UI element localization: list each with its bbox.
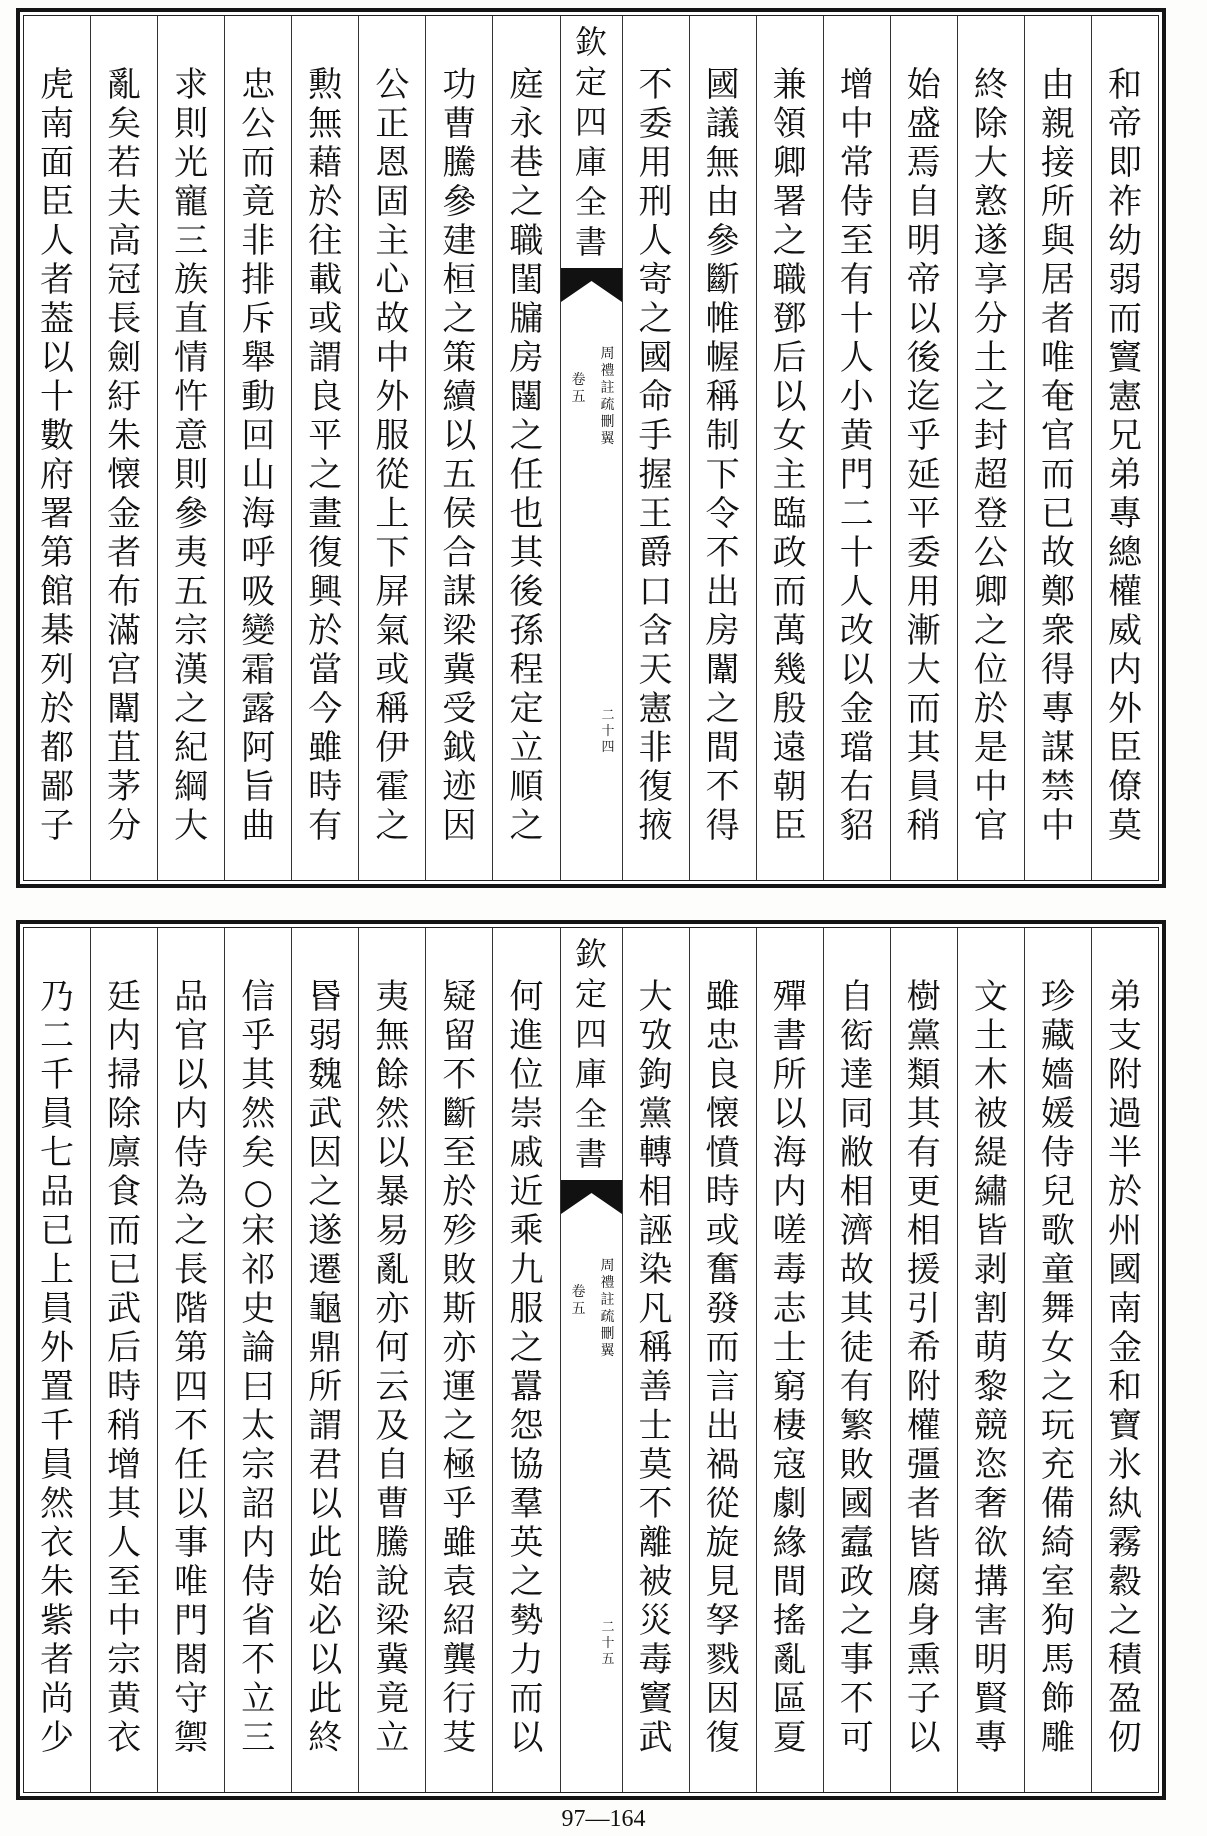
column-text: 求則光寵三族直情忤意則參夷五宗漢之紀綱大	[174, 65, 209, 846]
leaf-number: 二十五	[601, 1620, 615, 1667]
column-text: 由親接所與居者唯奄官而已故鄭衆得專謀禁中	[1040, 65, 1075, 846]
column-text: 何進位崇戚近乘九服之囂怨協羣英之勢力而以	[509, 977, 544, 1758]
column-text: 功曹騰參建桓之策續以五侯合謀梁冀受鉞迹因	[442, 65, 477, 846]
column-text: 庭永巷之職閨牖房闥之任也其後孫程定立順之	[509, 65, 544, 846]
leaf-body	[23, 927, 1159, 1793]
column-text: 弟支附過半於州國南金和寶氷紈霧縠之積盈仞	[1107, 977, 1142, 1758]
column-text: 終除大憝遂享分土之封超登公卿之位於是中官	[973, 65, 1008, 846]
work-title: 周禮註疏刪翼	[600, 1258, 615, 1359]
column-text: 夷無餘然以暴易亂亦何云及自曹騰說梁冀竟立	[375, 977, 410, 1758]
text-column	[756, 928, 823, 1792]
text-column	[90, 928, 157, 1792]
text-column	[689, 16, 756, 880]
juan-number: 卷五	[571, 1284, 586, 1317]
text-column	[689, 928, 756, 1792]
column-text: 疑留不斷至於殄敗斯亦運之極乎雖袁紹龔行芟	[442, 977, 477, 1758]
text-column	[890, 928, 957, 1792]
column-text: 增中常侍至有十人小黄門二十人改以金璫右貂	[839, 65, 874, 846]
text-column	[823, 16, 890, 880]
column-text: 忠公而竟非排斥舉動回山海呼吸變霜露阿旨曲	[241, 65, 276, 846]
column-text: 和帝即祚幼弱而竇憲兄弟專總權威内外臣僚莫	[1107, 65, 1142, 846]
text-column	[425, 16, 492, 880]
text-column	[492, 16, 559, 880]
text-column	[157, 928, 224, 1792]
column-text: 雖忠良懐憤時或奮發而言出禍從旋見孥戮因復	[705, 977, 740, 1758]
fishtail-mark	[561, 1180, 622, 1214]
leaf-body	[23, 15, 1159, 881]
column-text: 公正恩固主心故中外服從上下屏氣或稱伊霍之	[375, 65, 410, 846]
column-text: 虎南面臣人者葢以十數府署第館棊列於都鄙子	[40, 65, 75, 846]
column-text: 大攷鉤黨轉相誣染凡稱善士莫不離被災毒竇武	[638, 977, 673, 1758]
work-title: 周禮註疏刪翼	[600, 346, 615, 447]
column-text: 品官以内侍為之長階第四不任以事唯門閤守禦	[174, 977, 209, 1758]
text-column	[157, 16, 224, 880]
juan-number: 卷五	[571, 372, 586, 405]
center-strip	[560, 928, 622, 1792]
text-column	[492, 928, 559, 1792]
center-strip	[560, 16, 622, 880]
text-column	[890, 16, 957, 880]
column-text: 珍藏嬙媛侍兒歌童舞女之玩充備綺室狗馬飾雕	[1040, 977, 1075, 1758]
text-column	[90, 16, 157, 880]
text-column	[291, 16, 358, 880]
text-column	[1091, 16, 1158, 880]
text-column	[358, 16, 425, 880]
text-column	[756, 16, 823, 880]
column-text: 勲無藉於往載或謂良平之畫復興於當今雖時有	[308, 65, 343, 846]
text-column	[957, 928, 1024, 1792]
column-text: 國議無由參斷帷幄稱制下令不出房闈之間不得	[705, 65, 740, 846]
text-column	[24, 16, 90, 880]
text-column	[224, 928, 291, 1792]
column-text: 始盛焉自明帝以後迄乎延平委用漸大而其員稍	[906, 65, 941, 846]
upper-leaf	[16, 8, 1166, 888]
text-column	[24, 928, 90, 1792]
text-column	[622, 928, 689, 1792]
text-column	[1091, 928, 1158, 1792]
text-column	[1024, 16, 1091, 880]
column-text: 廷内掃除廪食而已武后時稍增其人至中宗黄衣	[107, 977, 142, 1758]
lower-leaf	[16, 920, 1166, 1800]
column-text: 樹黨類其有更相援引希附權彊者皆腐身熏子以	[906, 977, 941, 1758]
leaf-number: 二十四	[601, 708, 615, 755]
book-title: 欽定四庫全書	[575, 23, 608, 261]
column-text: 兼領卿署之職鄧后以女主臨政而萬幾殷遠朝臣	[772, 65, 807, 846]
column-text: 自衒達同敝相濟故其徒有繁敗國蠧政之事不可	[839, 977, 874, 1758]
text-column	[957, 16, 1024, 880]
text-column	[1024, 928, 1091, 1792]
text-column	[358, 928, 425, 1792]
text-column	[622, 16, 689, 880]
column-text: 不委用刑人寄之國命手握王爵口含天憲非復掖	[638, 65, 673, 846]
column-text: 文土木被緹繡皆剥割萌黎競恣奢欲搆害明賢專	[973, 977, 1008, 1758]
column-text: 亂矣若夫高冠長劍紆朱懐金者布滿宫闈苴茅分	[107, 65, 142, 846]
text-column	[224, 16, 291, 880]
page-number: 97—164	[561, 1806, 646, 1832]
fishtail-mark	[561, 268, 622, 302]
column-text: 信乎其然矣○宋祁史論曰太宗詔内侍省不立三	[241, 977, 276, 1758]
book-title: 欽定四庫全書	[575, 935, 608, 1173]
text-column	[823, 928, 890, 1792]
text-column	[291, 928, 358, 1792]
text-column	[425, 928, 492, 1792]
column-text: 昬弱魏武因之遂遷龜鼎所謂君以此始必以此終	[308, 977, 343, 1758]
column-text: 乃二千員七品已上員外置千員然衣朱紫者尚少	[40, 977, 75, 1758]
column-text: 殫書所以海内嗟毒志士窮棲寇劇緣間搖亂區夏	[772, 977, 807, 1758]
